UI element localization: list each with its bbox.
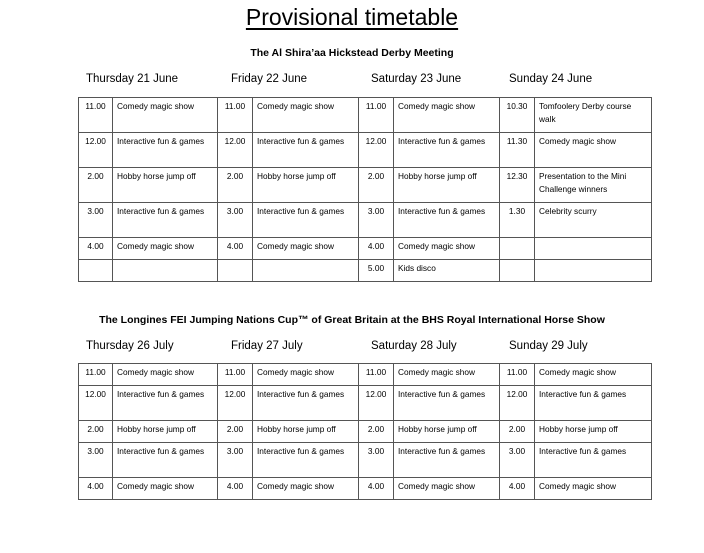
time-cell: 3.00 (500, 443, 535, 478)
time-cell: 12.00 (218, 133, 253, 168)
time-cell: 1.30 (500, 203, 535, 238)
activity-cell: Comedy magic show (394, 238, 500, 260)
table-row (79, 203, 652, 238)
activity-cell: Comedy magic show (253, 98, 359, 133)
activity-cell: Comedy magic show (535, 364, 652, 386)
time-cell: 3.00 (218, 443, 253, 478)
time-cell: 11.00 (359, 364, 394, 386)
activity-cell: Interactive fun & games (113, 203, 218, 238)
time-cell: 11.00 (218, 98, 253, 133)
time-cell: 4.00 (79, 478, 113, 500)
activity-cell: Kids disco (394, 260, 500, 282)
time-cell: 12.00 (359, 133, 394, 168)
table-row (79, 98, 652, 133)
activity-cell: Hobby horse jump off (535, 421, 652, 443)
time-cell: 4.00 (218, 478, 253, 500)
table-row (79, 133, 652, 168)
activity-cell: Hobby horse jump off (113, 168, 218, 203)
day-header: Thursday 26 July (86, 340, 174, 352)
event-title-royal-international: The Longines FEI Jumping Nations Cup™ of Great Britain at the BHS Royal International Horse Show (99, 314, 605, 326)
time-cell: 3.00 (218, 203, 253, 238)
time-cell: 2.00 (218, 168, 253, 203)
activity-cell: Interactive fun & games (394, 443, 500, 478)
time-cell: 12.00 (359, 386, 394, 421)
activity-cell: Comedy magic show (535, 133, 652, 168)
activity-cell: Comedy magic show (253, 238, 359, 260)
activity-cell: Comedy magic show (394, 98, 500, 133)
time-cell: 2.00 (79, 421, 113, 443)
day-header: Friday 27 July (231, 340, 303, 352)
day-header: Saturday 28 July (371, 340, 457, 352)
time-cell: 3.00 (79, 203, 113, 238)
activity-cell: Interactive fun & games (253, 443, 359, 478)
time-cell: 11.00 (79, 98, 113, 133)
activity-cell: Hobby horse jump off (113, 421, 218, 443)
day-header: Thursday 21 June (86, 73, 179, 85)
activity-cell: Comedy magic show (253, 364, 359, 386)
activity-cell: Interactive fun & games (113, 133, 218, 168)
table-row (79, 478, 652, 500)
day-header: Sunday 29 July (509, 340, 588, 352)
activity-cell: Interactive fun & games (394, 133, 500, 168)
time-cell: 10.30 (500, 98, 535, 133)
activity-cell: Interactive fun & games (253, 133, 359, 168)
time-cell: 4.00 (79, 238, 113, 260)
event-title-hickstead: The Al Shira’aa Hickstead Derby Meeting (250, 47, 454, 59)
activity-cell: Celebrity scurry (535, 203, 652, 238)
time-cell: 4.00 (500, 478, 535, 500)
activity-cell: Interactive fun & games (113, 386, 218, 421)
activity-cell: Interactive fun & games (113, 443, 218, 478)
time-cell: 11.00 (500, 364, 535, 386)
activity-cell: Comedy magic show (113, 238, 218, 260)
time-cell: 2.00 (79, 168, 113, 203)
time-cell: 12.00 (500, 386, 535, 421)
activity-cell: Interactive fun & games (535, 443, 652, 478)
table-row (79, 260, 652, 282)
activity-cell: Comedy magic show (394, 364, 500, 386)
activity-cell: Interactive fun & games (394, 203, 500, 238)
timetable-hickstead (78, 97, 652, 282)
time-cell: 2.00 (500, 421, 535, 443)
time-cell: 11.00 (218, 364, 253, 386)
activity-cell: Hobby horse jump off (394, 168, 500, 203)
activity-cell: Hobby horse jump off (394, 421, 500, 443)
time-cell: 11.00 (79, 364, 113, 386)
time-cell: 12.00 (218, 386, 253, 421)
time-cell: 4.00 (218, 238, 253, 260)
table-row (79, 443, 652, 478)
activity-cell: Tomfoolery Derby course walk (535, 98, 652, 133)
time-cell: 3.00 (79, 443, 113, 478)
day-header: Sunday 24 June (509, 73, 593, 85)
time-cell: 3.00 (359, 203, 394, 238)
time-cell: 4.00 (359, 478, 394, 500)
activity-cell: Presentation to the Mini Challenge winners (535, 168, 652, 203)
time-cell (500, 238, 535, 260)
activity-cell: Interactive fun & games (394, 386, 500, 421)
table-row (79, 421, 652, 443)
activity-cell: Hobby horse jump off (253, 421, 359, 443)
table-row (79, 168, 652, 203)
time-cell: 12.00 (79, 133, 113, 168)
time-cell: 2.00 (359, 421, 394, 443)
day-header: Friday 22 June (231, 73, 308, 85)
time-cell: 12.30 (500, 168, 535, 203)
time-cell: 12.00 (79, 386, 113, 421)
page-title: Provisional timetable (245, 4, 459, 30)
time-cell: 3.00 (359, 443, 394, 478)
time-cell (218, 260, 253, 282)
activity-cell: Interactive fun & games (253, 386, 359, 421)
table-row (79, 386, 652, 421)
activity-cell: Comedy magic show (113, 478, 218, 500)
table-row (79, 238, 652, 260)
timetable-royal-international (78, 363, 652, 500)
time-cell (79, 260, 113, 282)
activity-cell: Comedy magic show (113, 364, 218, 386)
activity-cell (253, 260, 359, 282)
time-cell: 11.00 (359, 98, 394, 133)
time-cell: 4.00 (359, 238, 394, 260)
time-cell: 2.00 (218, 421, 253, 443)
activity-cell: Interactive fun & games (253, 203, 359, 238)
day-headers-royal-international (0, 340, 704, 356)
activity-cell: Comedy magic show (394, 478, 500, 500)
time-cell: 5.00 (359, 260, 394, 282)
day-header: Saturday 23 June (371, 73, 462, 85)
table-row (79, 364, 652, 386)
activity-cell: Comedy magic show (253, 478, 359, 500)
time-cell: 2.00 (359, 168, 394, 203)
activity-cell: Interactive fun & games (535, 386, 652, 421)
activity-cell: Comedy magic show (535, 478, 652, 500)
activity-cell (535, 238, 652, 260)
activity-cell (535, 260, 652, 282)
time-cell (500, 260, 535, 282)
activity-cell (113, 260, 218, 282)
activity-cell: Comedy magic show (113, 98, 218, 133)
day-headers-hickstead (0, 73, 704, 89)
time-cell: 11.30 (500, 133, 535, 168)
activity-cell: Hobby horse jump off (253, 168, 359, 203)
